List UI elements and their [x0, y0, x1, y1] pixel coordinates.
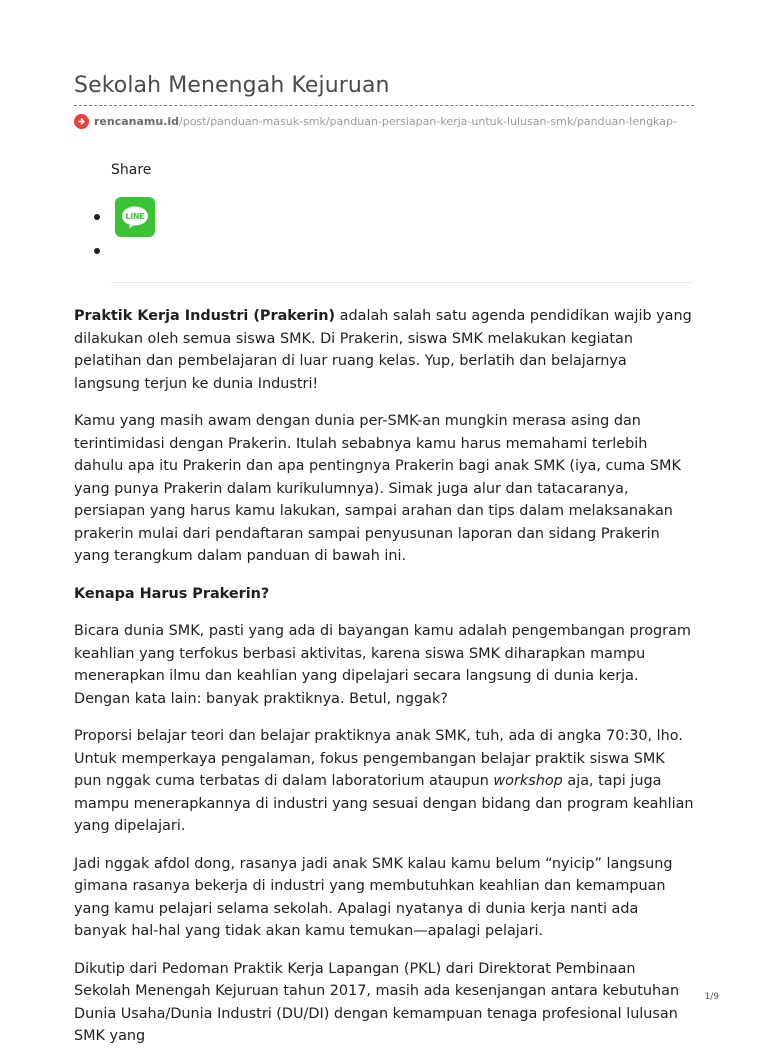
bold-term: Praktik Kerja Industri (Prakerin) — [74, 308, 336, 324]
line-icon — [120, 205, 150, 229]
article-body — [74, 305, 694, 1063]
share-label: Share — [111, 162, 152, 178]
line-icon-label: LINE — [125, 212, 145, 221]
italic-term: workshop — [493, 773, 563, 789]
title-divider — [74, 105, 694, 106]
paragraph-text: adalah salah satu agenda pendidikan wajib yang dilakukan oleh semua siswa SMK. Di Prakerin, siswa SMK melakukan kegiatan pelatihan dan pembelajaran di luar ruang kelas. Yup, berlatih dan belajarnya langsung terjun ke dunia Industri! — [74, 308, 692, 392]
paragraph-text: aja, tapi juga mampu menerapkannya di industri yang sesuai dengan bidang dan program keahlian yang dipelajari. — [74, 773, 694, 834]
page-title: Sekolah Menengah Kejuruan — [74, 73, 390, 98]
source-url[interactable] — [74, 112, 694, 130]
paragraph: Kamu yang masih awam dengan dunia per-SMK-an mungkin merasa asing dan terintimidasi dengan Prakerin. Itulah sebabnya kamu harus memahami terlebih dahulu apa itu Prakerin dan apa pentingnya Prakerin bagi anak SMK (iya, cuma SMK yang punya Prakerin dalam kurikulumnya). Simak juga alur dan tatacaranya, persiapan yang harus kamu lakukan, sampai arahan dan tips dalam melaksanakan prakerin mulai dari pendaftaran sampai penyusunan laporan dan sidang Prakerin yang terangkum dalam panduan di bawah ini. — [74, 413, 681, 564]
list-bullet — [94, 214, 100, 220]
paragraph — [74, 725, 694, 838]
rencanamu-logo-icon — [74, 114, 89, 129]
document-page — [74, 0, 694, 1044]
paragraph: Jadi nggak afdol dong, rasanya jadi anak SMK kalau kamu belum “nyicip” langsung gimana rasanya bekerja di industri yang membutuhkan keahlian dan kemampuan yang kamu pelajari selama sekolah. Apalagi nyatanya di dunia kerja nanti ada banyak hal-hal yang tidak akan kamu temukan—apalagi pelajari. — [74, 855, 673, 939]
paragraph — [74, 305, 694, 395]
paragraph: Bicara dunia SMK, pasti yang ada di bayangan kamu adalah pengembangan program keahlian yang terfokus berbasi aktivitas, karena siswa SMK diharapkan mampu menerapkan ilmu dan keahlian yang dipelajari secara langsung di dunia kerja. Dengan kata lain: banyak praktiknya. Betul, nggak? — [74, 623, 691, 707]
line-share-button[interactable] — [115, 197, 155, 237]
paragraph-text: Proporsi belajar teori dan belajar praktiknya anak SMK, tuh, ada di angka 70:30, lho. Untuk memperkaya pengalaman, fokus pengembangan belajar praktik siswa SMK pun nggak cuma terbatas di dalam laboratorium ataupun — [74, 728, 683, 789]
source-path[interactable]: /post/panduan-masuk-smk/panduan-persiapan-kerja-untuk-lulusan-smk/panduan-lengkap- — [179, 114, 677, 128]
share-divider — [111, 282, 694, 283]
section-heading: Kenapa Harus Prakerin? — [74, 585, 270, 602]
list-bullet — [94, 248, 100, 254]
source-domain[interactable]: rencanamu.id — [94, 114, 180, 128]
paragraph: Dikutip dari Pedoman Praktik Kerja Lapangan (PKL) dari Direktorat Pembinaan Sekolah Menengah Kejuruan tahun 2017, masih ada kesenjangan antara kebutuhan Dunia Usaha/Dunia Industri (DU/DI) dengan kemampuan tenaga profesional lulusan SMK yang — [74, 960, 680, 1044]
page-number: 1/9 — [704, 992, 719, 1002]
